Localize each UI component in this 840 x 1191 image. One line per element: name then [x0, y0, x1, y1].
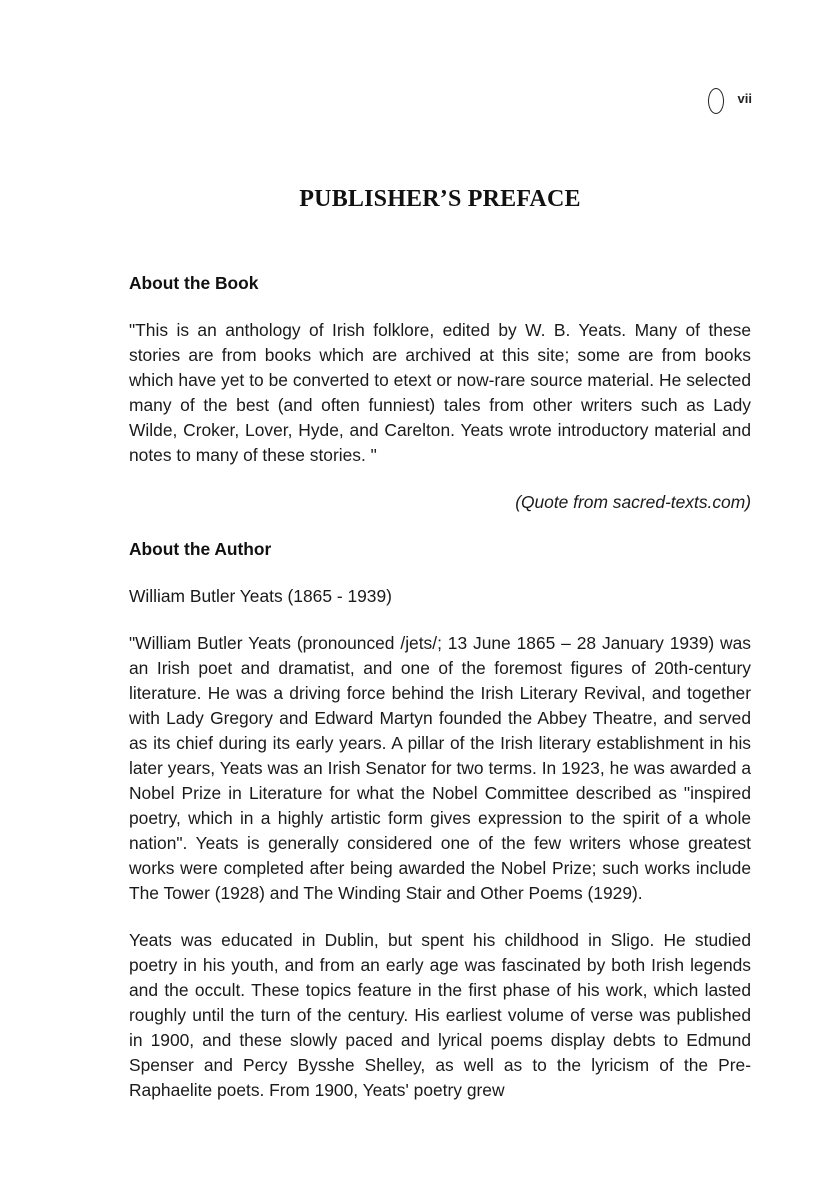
page-title: PUBLISHER’S PREFACE [299, 186, 581, 212]
author-bio-paragraph-2: Yeats was educated in Dublin, but spent his childhood in Sligo. He studied poetry in his youth, and from an early age was fascinated by both Irish legends and the occult. These topics feature in the first phase of his work, which lasted roughly until the turn of the century. His earliest volume of verse was published in 1900, and these slowly paced and lyrical poems display debts to Edmund Spenser and Percy Bysshe Shelley, as well as to the lyricism of the Pre-Raphaelite poets. From 1900, Yeats' poetry grew [129, 930, 751, 1100]
author-name-line: William Butler Yeats (1865 - 1939) [129, 586, 392, 606]
author-bio-paragraph-1: "William Butler Yeats (pronounced /jets/; 13 June 1865 – 28 January 1939) was an Irish poet and dramatist, and one of the foremost figures of 20th-century literature. He was a driving force behind the Irish Literary Revival, and together with Lady Gregory and Edward Martyn founded the Abbey Theatre, and served as its chief during its early years. A pillar of the Irish literary establishment in his later years, Yeats was an Irish Senator for two terms. In 1923, he was awarded a Nobel Prize in Literature for what the Nobel Committee described as "inspired poetry, which in a highly artistic form gives expression to the spirit of a whole nation". Yeats is generally considered one of the few writers whose greatest works were completed after being awarded the Nobel Prize; such works include The Tower (1928) and The Winding Stair and Other Poems (1929). [129, 633, 751, 903]
about-author-heading: About the Author [129, 539, 272, 559]
about-book-quote: "This is an anthology of Irish folklore, edited by W. B. Yeats. Many of these stories are from books which are archived at this site; some are from books which have yet to be converted to etext or now-rare source material. He selected many of the best (and often funniest) tales from other writers such as Lady Wilde, Croker, Lover, Hyde, and Carelton. Yeats wrote introductory material and notes to many of these stories. " [129, 320, 751, 465]
about-book-heading: About the Book [129, 273, 259, 293]
quote-attribution: (Quote from sacred-texts.com) [515, 492, 751, 512]
page-number-area [708, 88, 752, 114]
page-number: vii [737, 90, 752, 106]
document-body [129, 271, 751, 1125]
page-marker-ellipse [708, 88, 724, 114]
